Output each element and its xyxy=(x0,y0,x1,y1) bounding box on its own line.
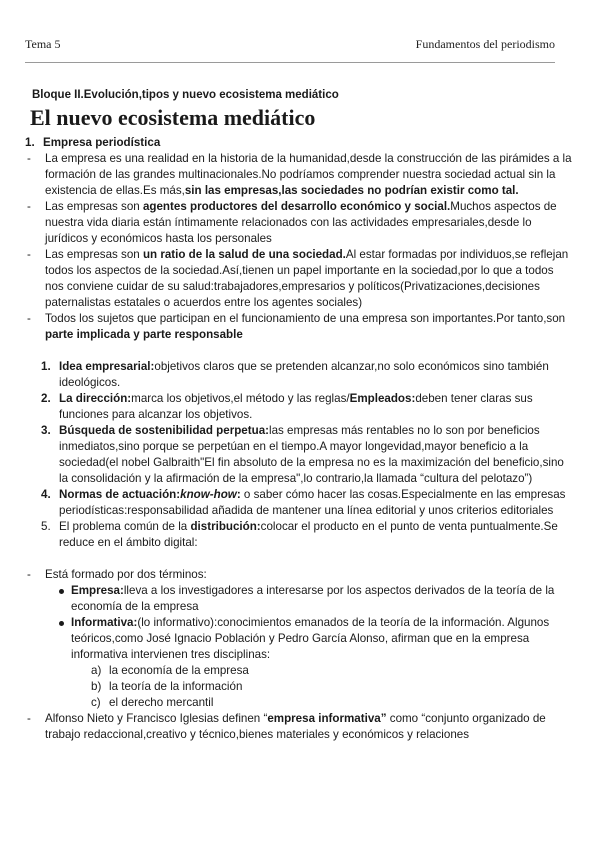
lettered-list xyxy=(25,663,575,711)
bullet-list xyxy=(25,583,575,663)
item-text: El problema común de la xyxy=(59,520,191,533)
lettered-item xyxy=(25,695,575,711)
item-text: las empresas más rentables no lo son por beneficios inmediatos,sino porque se perpetúan en el tiempo.A mayor longevidad,mayor beneficio a la sociedad(el nobel Galbraith"El fin absoluto de la empresa no es la maximización del beneficio,sino la consolidación y la afirmación de la empresa",lo contrario,la llamada “cultura del pelotazo”) xyxy=(59,424,564,485)
section-heading xyxy=(25,135,575,151)
dash-item xyxy=(25,311,575,343)
header-divider xyxy=(25,62,555,63)
item-emphasis: agentes productores del desarrollo económico y social. xyxy=(142,200,451,213)
section-title: Empresa periodística xyxy=(43,136,161,149)
item-text: Al estar formadas por individuos,se reflejan todos los aspectos de la sociedad.Así,tienen un papel importante en la sociedad,por lo que a todos nos conviene cuidar de su salud:trabajadores,empresarios y políticos(Privatizaciones,decisiones paternalistas estatales o acuerdos entre los agentes sociales) xyxy=(45,248,569,309)
item-text: colocar el producto en el punto de venta puntualmente.Se reduce en el ámbito digital: xyxy=(59,520,558,549)
bullet-item xyxy=(25,615,575,663)
header-topic: Tema 5 xyxy=(25,37,61,51)
item-letter: c) xyxy=(91,696,101,709)
item-emphasis: Búsqueda de sostenibilidad perpetua: xyxy=(59,424,270,437)
lettered-item xyxy=(25,679,575,695)
page-title: El nuevo ecosistema mediático xyxy=(30,105,316,130)
item-text: Todos los sujetos que participan en el funcionamiento de una empresa son importantes.Por tanto,son xyxy=(45,312,566,325)
block-title: Bloque II.Evolución,tipos y nuevo ecosistema mediático xyxy=(32,89,339,101)
item-emphasis: Empresa: xyxy=(71,584,124,597)
dash-item xyxy=(25,711,575,743)
item-text: (lo informativo):conocimientos emanados de la teoría de la información. Algunos teóricos,como José Ignacio Población y Pedro García Alonso, afirman que en la empresa informativa intervienen tres disciplinas: xyxy=(71,616,550,661)
item-emphasis: La dirección: xyxy=(59,392,132,405)
item-number: 3. xyxy=(41,424,51,437)
bullet-item xyxy=(25,583,575,615)
item-emphasis: : xyxy=(236,488,241,501)
item-emphasis: un ratio de la salud de una sociedad. xyxy=(142,248,346,261)
item-letter: a) xyxy=(91,664,102,677)
item-text: Las empresas son xyxy=(45,200,143,213)
lettered-item xyxy=(25,663,575,679)
dash-list xyxy=(25,151,575,343)
item-text: La empresa es una realidad en la historia de la humanidad,desde la construcción de las pirámides a la formación de las grandes multinacionales.No podríamos comprender nuestra sociedad actual sin la existencia de ellas.Es más, xyxy=(45,152,572,197)
item-text: o saber cómo hacer las cosas.Especialmente en las empresas periodísticas:responsabilidad añadida de mantener una línea editorial y unos criterios editoriales xyxy=(59,488,566,517)
document-body xyxy=(25,135,575,743)
item-number: 1. xyxy=(41,360,51,373)
item-text: Las empresas son xyxy=(45,248,143,261)
item-text: marca los objetivos,el método y las reglas/ xyxy=(131,392,350,405)
item-emphasis: empresa informativa” xyxy=(267,712,387,725)
dash-item xyxy=(25,199,575,247)
item-text: lleva a los investigadores a interesarse por los aspectos derivados de la teoría de la economía de la empresa xyxy=(71,584,555,613)
item-text: la economía de la empresa xyxy=(109,664,249,677)
dash-list xyxy=(25,567,575,583)
item-text: Está formado por dos términos: xyxy=(45,568,207,581)
dash-item xyxy=(25,567,575,583)
item-emphasis: Normas de actuación: xyxy=(59,488,181,501)
numbered-item xyxy=(25,391,575,423)
dash-list xyxy=(25,711,575,743)
item-number: 4. xyxy=(41,488,51,501)
numbered-item xyxy=(25,487,575,519)
item-emphasis: sin las empresas,las sociedades no podrían existir como tal. xyxy=(184,184,519,197)
numbered-item xyxy=(25,359,575,391)
item-text: la teoría de la información xyxy=(109,680,243,693)
section-number: 1. xyxy=(25,136,35,149)
header-course: Fundamentos del periodismo xyxy=(415,37,555,51)
item-letter: b) xyxy=(91,680,102,693)
item-emphasis-italic: know-how xyxy=(180,488,237,501)
item-emphasis: parte implicada y parte responsable xyxy=(45,328,243,341)
item-text: Muchos aspectos de nuestra vida diaria están íntimamente relacionados con las actividades empresariales,desde lo jurídicos y económicos hasta los personales xyxy=(45,200,557,245)
dash-item xyxy=(25,247,575,311)
spacer xyxy=(25,551,575,567)
item-text: el derecho mercantil xyxy=(109,696,214,709)
item-number: 2. xyxy=(41,392,51,405)
dash-item xyxy=(25,151,575,199)
item-text: como “conjunto organizado de trabajo redaccional,creativo y técnico,bienes materiales y económicos y relaciones xyxy=(45,712,546,741)
item-text: deben tener claras sus funciones para alcanzar los objetivos. xyxy=(59,392,533,421)
item-emphasis: Idea empresarial: xyxy=(59,360,155,373)
spacer xyxy=(25,343,575,359)
item-text: objetivos claros que se pretenden alcanzar,no solo económicos sino también ideológicos. xyxy=(59,360,549,389)
numbered-item xyxy=(25,519,575,551)
item-number: 5. xyxy=(41,520,51,533)
numbered-item xyxy=(25,423,575,487)
item-emphasis: distribución: xyxy=(190,520,261,533)
item-emphasis: Informativa: xyxy=(71,616,138,629)
item-text: Alfonso Nieto y Francisco Iglesias definen “ xyxy=(45,712,268,725)
numbered-list xyxy=(25,359,575,551)
item-emphasis: Empleados: xyxy=(349,392,416,405)
